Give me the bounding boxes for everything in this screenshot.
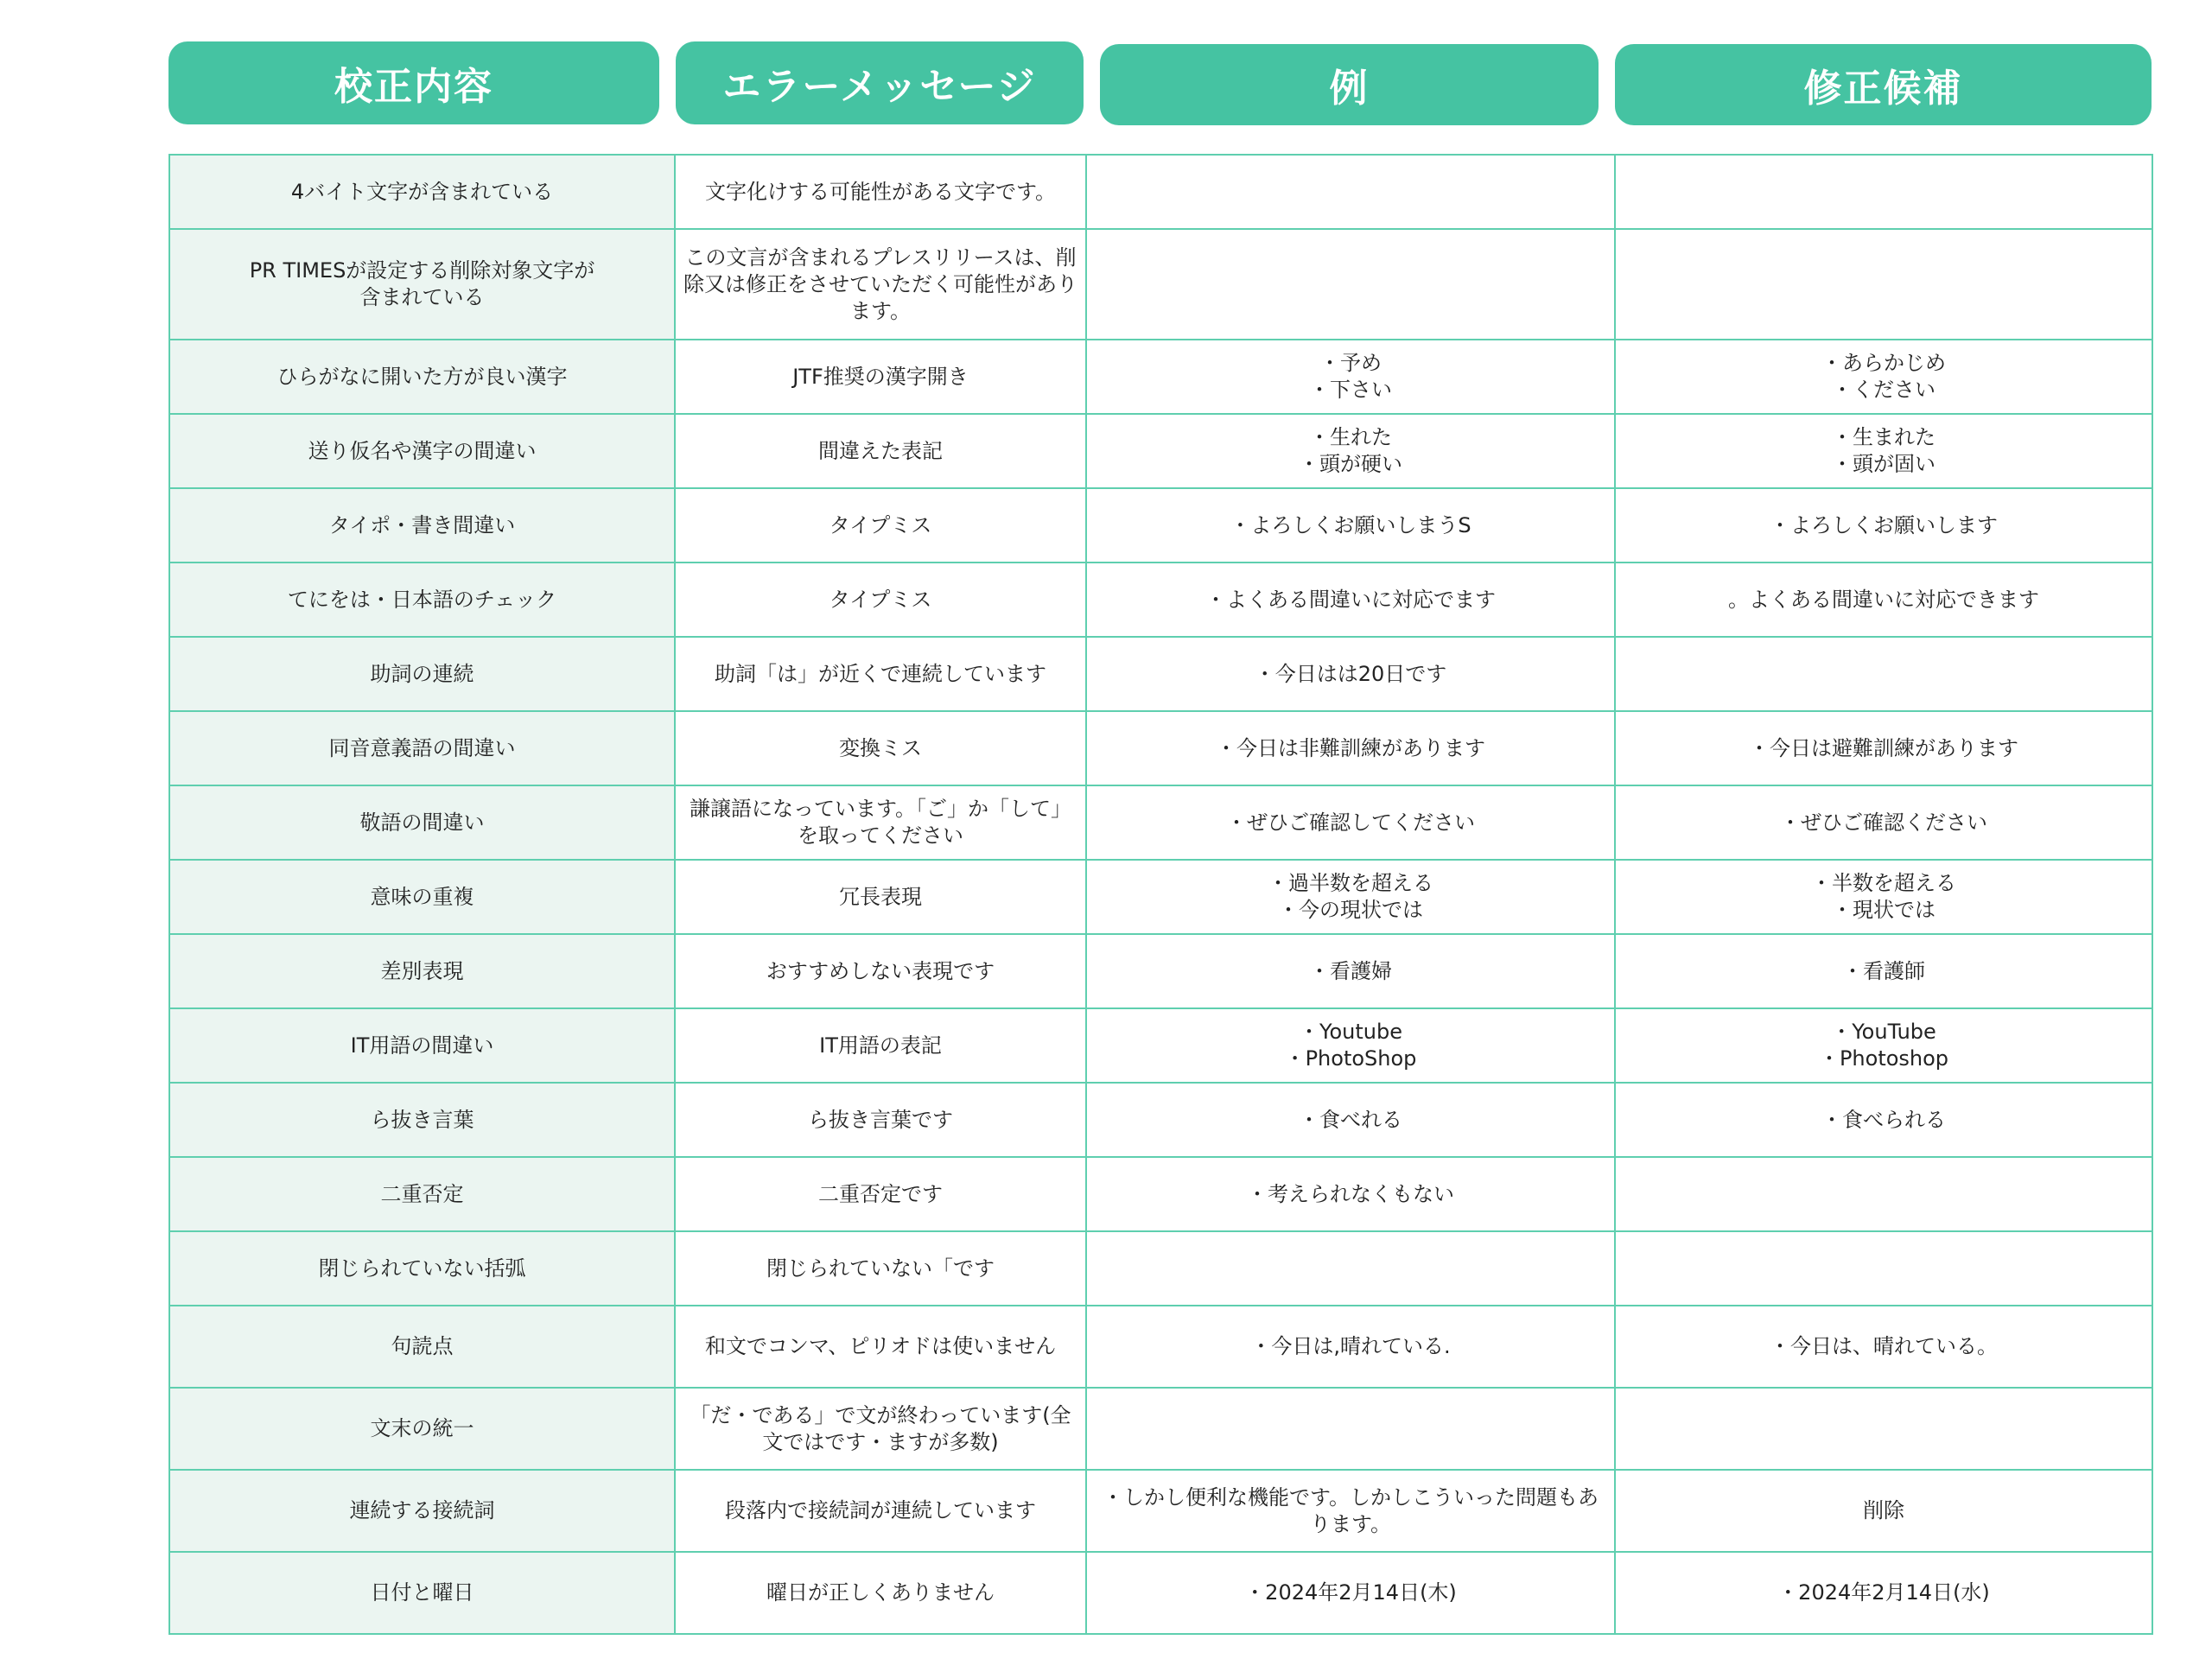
fix-cell: 。よくある間違いに対応できます [1615,563,2152,637]
message-cell: この文言が含まれるプレスリリースは、削 除又は修正をさせていただく可能性があり ます。 [675,229,1086,340]
content-cell: 句読点 [169,1306,675,1388]
table-row [169,934,2152,1008]
proofreading-table [168,154,2153,1635]
fix-cell: ・今日は、晴れている。 [1615,1306,2152,1388]
content-cell: 意味の重複 [169,860,675,934]
fix-cell [1615,155,2152,229]
example-cell: ・食べれる [1086,1083,1615,1157]
content-cell: PR TIMESが設定する削除対象文字が 含まれている [169,229,675,340]
header-error-message: エラーメッセージ [676,41,1084,124]
content-cell: 連続する接続詞 [169,1470,675,1552]
message-cell: 間違えた表記 [675,414,1086,488]
message-cell: 文字化けする可能性がある文字です。 [675,155,1086,229]
message-cell: タイプミス [675,488,1086,563]
fix-cell: ・ぜひご確認ください [1615,785,2152,860]
example-cell: ・よろしくお願いしまうS [1086,488,1615,563]
content-cell: タイポ・書き間違い [169,488,675,563]
content-cell: ら抜き言葉 [169,1083,675,1157]
table-row [169,637,2152,711]
example-cell: ・ぜひご確認してください [1086,785,1615,860]
table-row [169,488,2152,563]
table-row [169,1306,2152,1388]
message-cell: 閉じられていない「です [675,1231,1086,1306]
fix-cell: ・YouTube ・Photoshop [1615,1008,2152,1083]
content-cell: 同音意義語の間違い [169,711,675,785]
example-cell: ・過半数を超える ・今の現状では [1086,860,1615,934]
table-row [169,711,2152,785]
content-cell: 送り仮名や漢字の間違い [169,414,675,488]
content-cell: 二重否定 [169,1157,675,1231]
message-cell: JTF推奨の漢字開き [675,340,1086,414]
header-fix-candidate: 修正候補 [1615,44,2152,125]
example-cell: ・よくある間違いに対応でます [1086,563,1615,637]
fix-cell [1615,1388,2152,1470]
message-cell: 二重否定です [675,1157,1086,1231]
header-example: 例 [1100,44,1599,125]
message-cell: 謙譲語になっています。「ご」か「して」 を取ってください [675,785,1086,860]
fix-cell: ・2024年2月14日(水) [1615,1552,2152,1634]
content-cell: ひらがなに開いた方が良い漢字 [169,340,675,414]
table-row [169,563,2152,637]
example-cell [1086,1231,1615,1306]
content-cell: てにをは・日本語のチェック [169,563,675,637]
fix-cell: ・生まれた ・頭が固い [1615,414,2152,488]
example-cell: ・生れた ・頭が硬い [1086,414,1615,488]
example-cell: ・予め ・下さい [1086,340,1615,414]
table-row [169,1008,2152,1083]
message-cell: おすすめしない表現です [675,934,1086,1008]
content-cell: IT用語の間違い [169,1008,675,1083]
table-row [169,229,2152,340]
example-cell [1086,229,1615,340]
content-cell: 文末の統一 [169,1388,675,1470]
message-cell: 曜日が正しくありません [675,1552,1086,1634]
content-cell: 敬語の間違い [169,785,675,860]
fix-cell: ・よろしくお願いします [1615,488,2152,563]
fix-cell [1615,1157,2152,1231]
content-cell: 助詞の連続 [169,637,675,711]
table-row [169,1157,2152,1231]
example-cell: ・今日は,晴れている. [1086,1306,1615,1388]
message-cell: 冗長表現 [675,860,1086,934]
message-cell: IT用語の表記 [675,1008,1086,1083]
table-row [169,1388,2152,1470]
example-cell [1086,1388,1615,1470]
example-cell: ・しかし便利な機能です。しかしこういった問題もあ ります。 [1086,1470,1615,1552]
message-cell: 「だ・である」で文が終わっています(全 文ではです・ますが多数) [675,1388,1086,1470]
example-cell: ・今日は非難訓練があります [1086,711,1615,785]
example-cell [1086,155,1615,229]
table-row [169,414,2152,488]
example-cell: ・2024年2月14日(木) [1086,1552,1615,1634]
example-cell: ・考えられなくもない [1086,1157,1615,1231]
fix-cell: 削除 [1615,1470,2152,1552]
content-cell: 4バイト文字が含まれている [169,155,675,229]
table-row [169,1470,2152,1552]
content-cell: 閉じられていない括弧 [169,1231,675,1306]
fix-cell [1615,1231,2152,1306]
fix-cell [1615,229,2152,340]
table-row [169,785,2152,860]
fix-cell: ・半数を超える ・現状では [1615,860,2152,934]
fix-cell [1615,637,2152,711]
table-row [169,1083,2152,1157]
table-row [169,860,2152,934]
fix-cell: ・あらかじめ ・ください [1615,340,2152,414]
fix-cell: ・看護師 [1615,934,2152,1008]
table-row [169,155,2152,229]
fix-cell: ・食べられる [1615,1083,2152,1157]
message-cell: ら抜き言葉です [675,1083,1086,1157]
message-cell: 段落内で接続詞が連続しています [675,1470,1086,1552]
table-row [169,1231,2152,1306]
header-proofreading-content: 校正内容 [168,41,659,124]
fix-cell: ・今日は避難訓練があります [1615,711,2152,785]
message-cell: 和文でコンマ、ピリオドは使いません [675,1306,1086,1388]
content-cell: 日付と曜日 [169,1552,675,1634]
table-row [169,340,2152,414]
message-cell: 助詞「は」が近くで連続しています [675,637,1086,711]
content-cell: 差別表現 [169,934,675,1008]
example-cell: ・看護婦 [1086,934,1615,1008]
example-cell: ・今日はは20日です [1086,637,1615,711]
message-cell: タイプミス [675,563,1086,637]
message-cell: 変換ミス [675,711,1086,785]
example-cell: ・Youtube ・PhotoShop [1086,1008,1615,1083]
table-row [169,1552,2152,1634]
